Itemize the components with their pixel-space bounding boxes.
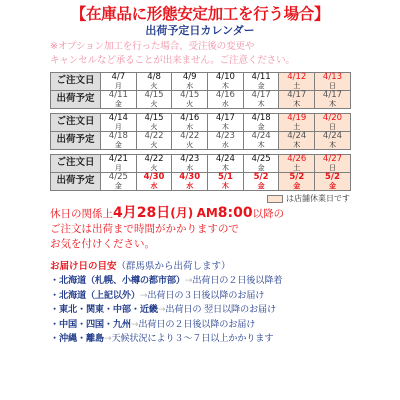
- weekday-text: 木: [328, 100, 336, 108]
- ship-row: [51, 91, 351, 109]
- ship-date-cell: [208, 173, 244, 191]
- weekday-text: 火: [150, 100, 158, 108]
- delivery-desc: 出荷日の２日後以降着: [192, 275, 283, 286]
- order-row-label: ご注文日: [51, 114, 101, 132]
- date-text: 4/7: [111, 72, 126, 82]
- date-text: 4/25: [251, 154, 271, 164]
- order-date-cell: [136, 73, 172, 91]
- weekday-text: 金: [257, 164, 265, 172]
- order-date-cell: [136, 114, 172, 132]
- ship-date-cell: [172, 173, 208, 191]
- holiday-line: お気を付けください。: [50, 238, 155, 250]
- date-text: 4/12: [287, 72, 307, 82]
- delivery-title: [50, 260, 350, 274]
- delivery-row: [50, 289, 350, 304]
- delivery-list: [50, 274, 350, 347]
- order-date-cell: [279, 155, 315, 173]
- ship-row-label: 出荷予定: [51, 173, 101, 191]
- legend: [50, 193, 350, 204]
- ship-date-cell: [243, 173, 279, 191]
- weekday-text: 金: [114, 100, 122, 108]
- legend-text: は店舗休業日です: [286, 194, 350, 203]
- ship-date-cell: [208, 132, 244, 150]
- date-text: 4/25: [108, 172, 128, 182]
- holiday-am: AM: [196, 206, 218, 220]
- weekday-text: 月: [114, 123, 122, 131]
- date-text: 5/2: [325, 172, 340, 182]
- order-date-cell: [172, 114, 208, 132]
- date-text: 4/17: [215, 113, 235, 123]
- holiday-prefix: 休日の関係上: [50, 208, 113, 220]
- weekday-text: 土: [293, 123, 301, 131]
- date-text: 4/23: [180, 154, 200, 164]
- order-row: [51, 155, 351, 173]
- date-text: 4/24: [322, 131, 343, 141]
- delivery-origin: （群馬県から出荷します）: [116, 261, 231, 272]
- holiday-suffix: 以降の: [252, 208, 285, 220]
- date-text: 4/26: [287, 154, 307, 164]
- date-text: 4/15: [180, 90, 200, 100]
- page-subtitle: 出荷予定日カレンダー: [145, 24, 255, 37]
- order-date-cell: [243, 155, 279, 173]
- delivery-row: [50, 274, 350, 289]
- weekday-text: 金: [293, 182, 301, 190]
- holiday-weekday: (月): [170, 206, 194, 220]
- date-text: 4/11: [108, 90, 128, 100]
- date-text: 4/16: [215, 90, 235, 100]
- delivery-arrow: →: [157, 304, 166, 315]
- weekday-text: 木: [221, 82, 229, 90]
- holiday-notice: [50, 206, 350, 222]
- weekday-text: 金: [257, 82, 265, 90]
- delivery-row: [50, 303, 350, 318]
- delivery-region: ・東北・関東・中部・近畿: [50, 304, 158, 315]
- order-date-cell: [208, 73, 244, 91]
- weekday-text: 金: [328, 182, 336, 190]
- weekday-text: 金: [114, 141, 122, 149]
- ship-date-cell: [136, 173, 172, 191]
- weekday-text: 火: [186, 141, 194, 149]
- ship-date-cell: [279, 132, 315, 150]
- date-text: 4/18: [251, 113, 271, 123]
- delivery-desc: 出荷日の３日後以降のお届け: [147, 289, 265, 301]
- ship-date-cell: [136, 132, 172, 150]
- weekday-text: 火: [150, 123, 158, 131]
- weekday-text: 火: [150, 82, 158, 90]
- date-text: 4/24: [287, 131, 307, 141]
- weekday-text: 水: [186, 123, 194, 131]
- date-text: 4/11: [251, 72, 271, 82]
- order-date-cell: [208, 114, 244, 132]
- calendar-week: [50, 72, 351, 109]
- holiday-line: ご注文は出荷まで時間がかかりますので: [50, 223, 239, 235]
- weekday-text: 金: [257, 123, 265, 131]
- delivery-desc: 出荷日の２日後以降のお届け: [138, 318, 256, 330]
- weekday-text: 水: [221, 141, 229, 149]
- delivery-region: ・沖縄・離島: [50, 333, 104, 344]
- order-date-cell: [172, 155, 208, 173]
- notice-line: ※オプション加工を行った場合、受注後の変更や: [50, 41, 255, 52]
- weekday-text: 木: [293, 141, 301, 149]
- date-text: 4/23: [215, 131, 235, 141]
- weekday-text: 月: [114, 164, 122, 172]
- date-text: 4/24: [215, 154, 235, 164]
- holiday-date: 4月28日: [113, 205, 171, 221]
- weekday-text: 水: [221, 100, 229, 108]
- weekday-text: 火: [150, 164, 158, 172]
- delivery-arrow: →: [184, 275, 193, 286]
- notice-line: キャンセルなど承ることが出来ません。ご注意ください。: [50, 55, 295, 66]
- weekday-text: 火: [186, 100, 194, 108]
- delivery-arrow: →: [139, 289, 148, 301]
- ship-date-cell: [243, 91, 279, 109]
- weekday-text: 日: [328, 164, 336, 172]
- weekday-text: 木: [257, 100, 265, 108]
- delivery-region: ・中国・四国・九州: [50, 318, 131, 330]
- date-text: 4/17: [251, 90, 271, 100]
- weekday-text: 水: [186, 164, 194, 172]
- weekday-text: 木: [293, 100, 301, 108]
- weekday-text: 日: [328, 82, 336, 90]
- ship-date-cell: [315, 173, 351, 191]
- ship-row-label: 出荷予定: [51, 132, 101, 150]
- weekday-text: 金: [114, 182, 122, 190]
- order-row: [51, 73, 351, 91]
- ship-date-cell: [243, 132, 279, 150]
- date-text: 4/24: [251, 131, 271, 141]
- notice: [50, 40, 350, 68]
- date-text: 4/22: [144, 154, 164, 164]
- date-text: 4/15: [144, 90, 164, 100]
- date-text: 4/8: [147, 72, 161, 82]
- ship-date-cell: [315, 132, 351, 150]
- order-date-cell: [315, 155, 351, 173]
- delivery-arrow: →: [103, 333, 112, 344]
- date-text: 5/2: [289, 172, 305, 182]
- weekday-text: 金: [257, 182, 265, 190]
- date-text: 4/21: [108, 154, 128, 164]
- order-date-cell: [172, 73, 208, 91]
- delivery-row: [50, 318, 350, 333]
- ship-row: [51, 173, 351, 191]
- delivery-region: ・北海道（上記以外）: [50, 289, 140, 301]
- date-text: 4/10: [215, 72, 235, 82]
- delivery-region: ・北海道（札幌、小樽の都市部）: [50, 275, 185, 286]
- weekday-text: 木: [221, 182, 229, 190]
- date-text: 4/18: [108, 131, 128, 141]
- weekday-text: 水: [150, 182, 158, 190]
- date-text: 5/1: [217, 172, 233, 182]
- order-date-cell: [243, 114, 279, 132]
- order-row-label: ご注文日: [51, 73, 101, 91]
- weekday-text: 木: [257, 141, 265, 149]
- delivery-desc: 天候状況により３～７日以上かかります: [111, 333, 274, 344]
- date-text: 4/22: [144, 131, 164, 141]
- date-text: 4/22: [180, 131, 200, 141]
- order-date-cell: [101, 73, 137, 91]
- ship-date-cell: [279, 173, 315, 191]
- date-text: 4/17: [322, 90, 343, 100]
- calendar-week: [50, 154, 351, 191]
- ship-date-cell: [101, 173, 137, 191]
- ship-date-cell: [172, 132, 208, 150]
- ship-date-cell: [136, 91, 172, 109]
- order-date-cell: [315, 73, 351, 91]
- delivery-arrow: →: [130, 318, 139, 330]
- order-date-cell: [136, 155, 172, 173]
- order-date-cell: [243, 73, 279, 91]
- date-text: 5/2: [253, 172, 269, 182]
- date-text: 4/9: [182, 72, 197, 82]
- date-text: 4/17: [287, 90, 307, 100]
- date-text: 4/30: [179, 172, 201, 182]
- delivery-desc: 出荷日の 翌日以降のお届け: [165, 304, 276, 315]
- delivery-heading: お届け日の目安: [50, 261, 117, 272]
- holiday-time: 8:00: [217, 205, 253, 221]
- calendar-week: [50, 113, 351, 150]
- date-text: 4/27: [322, 154, 343, 164]
- ship-row: [51, 132, 351, 150]
- weekday-text: 木: [328, 141, 336, 149]
- ship-row-label: 出荷予定: [51, 91, 101, 109]
- order-date-cell: [279, 114, 315, 132]
- weekday-text: 月: [114, 82, 122, 90]
- order-date-cell: [101, 155, 137, 173]
- weekday-text: 水: [186, 82, 194, 90]
- weekday-text: 火: [150, 141, 158, 149]
- weekday-text: 土: [293, 82, 301, 90]
- date-text: 4/20: [322, 113, 343, 123]
- delivery-row: [50, 332, 350, 347]
- date-text: 4/30: [143, 172, 165, 182]
- weekday-text: 木: [221, 164, 229, 172]
- weekday-text: 日: [328, 123, 336, 131]
- order-row: [51, 114, 351, 132]
- page-title: 【在庫品に形態安定加工を行う場合】: [70, 5, 330, 23]
- holiday-swatch: [267, 195, 283, 203]
- date-text: 4/15: [144, 113, 164, 123]
- weekday-text: 土: [293, 164, 301, 172]
- calendar: [50, 72, 350, 191]
- ship-date-cell: [208, 91, 244, 109]
- ship-date-cell: [279, 91, 315, 109]
- order-date-cell: [315, 114, 351, 132]
- ship-date-cell: [172, 91, 208, 109]
- content: [50, 4, 350, 347]
- ship-date-cell: [101, 132, 137, 150]
- ship-date-cell: [101, 91, 137, 109]
- order-row-label: ご注文日: [51, 155, 101, 173]
- order-date-cell: [101, 114, 137, 132]
- date-text: 4/13: [322, 72, 343, 82]
- weekday-text: 水: [186, 182, 194, 190]
- order-date-cell: [208, 155, 244, 173]
- order-date-cell: [279, 73, 315, 91]
- weekday-text: 木: [221, 123, 229, 131]
- ship-date-cell: [315, 91, 351, 109]
- date-text: 4/16: [180, 113, 200, 123]
- date-text: 4/19: [287, 113, 307, 123]
- date-text: 4/14: [108, 113, 128, 123]
